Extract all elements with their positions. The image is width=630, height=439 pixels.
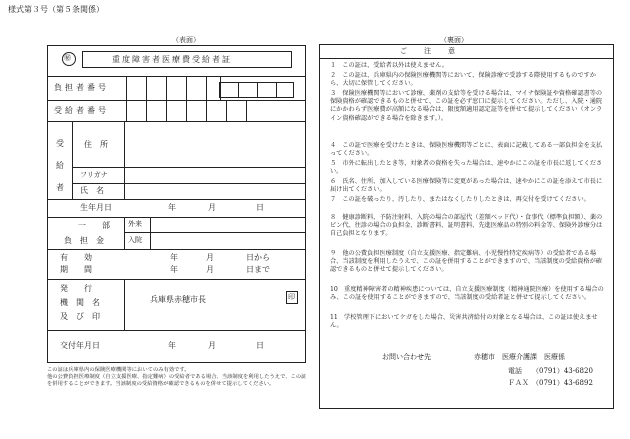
contact-org: 赤穂市 医療介護課 医療係: [474, 353, 565, 361]
label-address: 住 所: [84, 140, 108, 149]
valid-from-month: 月: [206, 253, 214, 262]
label-furigana: フリガナ: [80, 171, 108, 179]
phone-label: 電話: [508, 367, 522, 375]
phone-number: （0791）43-6820: [532, 367, 593, 375]
issuer-seal-label: 印: [288, 293, 295, 301]
seal-mark-text: ㊙: [64, 54, 71, 62]
issue-day-unit: 日: [256, 341, 264, 350]
front-side-label: （表面）: [172, 36, 200, 44]
label-partial-2: 負 担 金: [64, 236, 104, 245]
form-number: 様式第３号（第５条関係）: [8, 5, 104, 14]
label-valid-1: 有 効: [60, 253, 92, 262]
note-1: １ この証は、受給者以外は使えません。: [330, 62, 448, 69]
notes-list: [330, 62, 606, 372]
label-issuer-1: 発 行: [60, 284, 92, 293]
note-9: ９ 他の公費負担医療制度（自立支援医療、指定難病、小児慢性特定疾病等）の受給者である場合、当該制度を利用したうえで、この証を併用することができますので、当該制度の受給資格が確認できるものと併せて提示してください。: [330, 250, 602, 274]
note-6: ６ 氏名、住所、加入している医療保険等に変更があった場合は、速やかにこの証を添えて市長に届け出てください。: [330, 178, 603, 194]
label-name: 氏 名: [80, 186, 104, 195]
footnote-2: 他の公費負担医療制度（自立支援医療、指定難病）の受給者である場合、当該制度を利用したうえで、この証を併用することができます。当該制度の受給資格が確認できるものを併せて提示してください。: [47, 374, 307, 387]
valid-from-year: 年: [170, 253, 178, 262]
birth-month-unit: 月: [208, 203, 216, 212]
label-issuer-3: 及 び 印: [60, 312, 100, 321]
notes-title: ご 注 意: [400, 47, 456, 55]
label-partial-1: 一 部: [78, 221, 110, 230]
birth-day-unit: 日: [256, 203, 264, 212]
valid-until-month: 月: [206, 265, 214, 274]
valid-until-suffix: 日まで: [246, 265, 270, 274]
label-valid-2: 期 間: [60, 265, 92, 274]
label-recipient-number: 受給者番号: [54, 106, 109, 115]
front-footnotes: [47, 367, 309, 388]
back-side-label: （裏面）: [440, 36, 468, 44]
footnote-1: この証は兵庫県内の保険医療機関等においてのみ有効です。: [47, 367, 190, 373]
note-4: ４ この証で医療を受けたときは、保険医療機関等ごとに、表面に記載してある一部負担金を支払ってください。: [330, 142, 603, 158]
note-5: ５ 市外に転出したとき等、対象者の資格を失った場合は、速やかにこの証を市長に返してください。: [330, 160, 603, 176]
label-recipient-2: 給: [56, 161, 64, 170]
note-2: ２ この証は、兵庫県内の保険医療機関等において、保険診療で受診する際使用するものですから、大切に保管してください。: [330, 72, 596, 88]
note-11: 11 学校管理下においてケガをした場合、災害共済給付の対象となる場合は、この証は使えません。: [330, 314, 598, 330]
note-3: ３ 保険医療機関等において診療、薬剤の支給等を受ける場合は、マイナ保険証や資格確認書等の保険資格が確認できるものと併せて、この証を必ず窓口に提示してください。ただし、入院・通院にかかわらず医療費が高額になる場合は、限度額適用認定証等を併せて提示してください（オンライン資格確認ができる場合を除きます。）。: [330, 90, 603, 122]
label-issue-date: 交付年月日: [60, 341, 100, 350]
label-recipient-3: 者: [56, 183, 64, 192]
note-7: ７ この証を破ったり、汚したり、またはなくしたりしたときは、再交付を受けてください。: [330, 196, 590, 203]
label-payer-number: 負担者番号: [54, 83, 109, 92]
valid-from-suffix: 日から: [246, 253, 270, 262]
valid-until-year: 年: [170, 265, 178, 274]
fax-number: （0791）43-6892: [532, 379, 593, 387]
contact-label: お問い合わせ先: [382, 353, 431, 361]
label-issuer-2: 機 関 名: [60, 298, 100, 307]
fax-label: ＦＡＸ: [508, 379, 529, 387]
note-10: 10 重度精神障害者の精神疾患については、自立支援医療制度（精神通院医療）を使用する場合のみ、この証を使用することができますので、当該制度の受給者証と併せて提示してください。: [330, 286, 604, 302]
issue-month-unit: 月: [208, 341, 216, 350]
issuer-name: 兵庫県赤穂市長: [150, 295, 206, 304]
birth-year-unit: 年: [168, 203, 176, 212]
label-recipient-1: 受: [56, 139, 64, 148]
issue-year-unit: 年: [168, 341, 176, 350]
note-8: ８ 健康診断料、予防注射料、入院の場合の部屋代（差額ベッド代）・食事代（標準負担額）、薬のビン代、往診の場合の負担金、診断書料、証明書料、先進医療品の特別の料金等、保険外診療分は自己負担となります。: [330, 214, 603, 238]
label-outpatient: 外来: [128, 220, 142, 228]
label-inpatient: 入院: [128, 236, 142, 244]
label-birthdate: 生年月日: [80, 203, 112, 212]
card-title: 重度障害者医療費受給者証: [112, 55, 232, 64]
